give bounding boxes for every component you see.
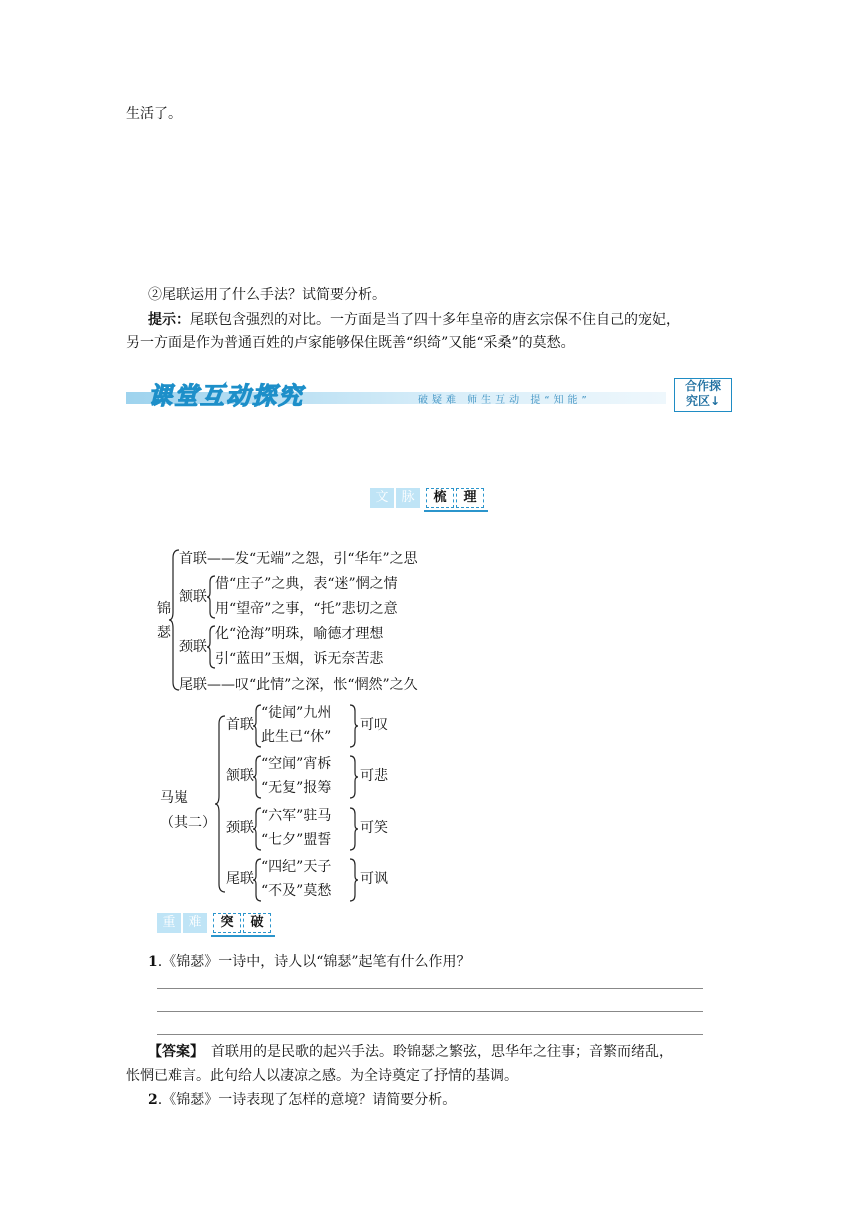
brace-mawei <box>214 714 226 894</box>
mawei-row-line1: “空闻”宵柝 <box>261 756 332 772</box>
banner-tag <box>674 378 732 412</box>
answer-line <box>157 988 703 989</box>
brace-row-close <box>349 754 359 800</box>
jinse-jinglian-2: 引“蓝田”玉烟，诉无奈苦悲 <box>215 651 384 667</box>
banner-tag-line-2: 究区↓ <box>685 394 721 408</box>
label-underline <box>424 510 488 512</box>
label-char: 难 <box>183 913 207 933</box>
mawei-title-b: （其二） <box>160 815 216 831</box>
label-char: 理 <box>456 488 484 508</box>
mawei-row-label: 尾联 <box>226 871 254 887</box>
brace-row-close <box>349 857 359 903</box>
mawei-row-result: 可讽 <box>360 871 388 887</box>
mawei-row-line1: “徒闻”九州 <box>261 705 332 721</box>
question-1 <box>148 952 471 972</box>
jinse-shoulian: 首联——发“无端”之怨，引“华年”之思 <box>179 551 418 567</box>
mawei-row-line1: “四纪”天子 <box>261 859 332 875</box>
question-2-bottom <box>148 1090 456 1110</box>
label-char: 文 <box>370 488 394 508</box>
label-underline <box>211 935 275 937</box>
jinse-weilian: 尾联——叹“此情”之深，怅“惘然”之久 <box>179 677 418 693</box>
section-label-wenmai <box>370 488 490 508</box>
brace-jinse <box>168 548 180 692</box>
hint-line-1 <box>148 310 680 330</box>
mawei-row-line2: 此生已“休” <box>261 729 332 745</box>
mawei-row-line2: “不及”莫愁 <box>261 883 332 899</box>
section-banner <box>126 376 734 414</box>
jinse-jinglian-label: 颈联 <box>179 639 207 655</box>
mawei-row-line1: “六军”驻马 <box>261 808 332 824</box>
label-char: 破 <box>243 913 271 933</box>
text-line: 生活了。 <box>126 106 182 122</box>
mawei-row-label: 颈联 <box>226 820 254 836</box>
hint-line-2: 另一方面是作为普通百姓的卢家能够保住既善“织绮”又能“采桑”的莫愁。 <box>126 335 575 351</box>
banner-title: 课堂互动探究 <box>148 382 304 410</box>
mawei-row-label: 首联 <box>226 717 254 733</box>
mawei-row-result: 可悲 <box>360 768 388 784</box>
hint-label: 提示： <box>148 312 190 328</box>
mawei-row-line2: “无复”报筹 <box>261 780 332 796</box>
jinse-jinglian-1: 化“沧海”明珠，喻德才理想 <box>215 626 384 642</box>
jinse-hanlian-2: 用“望帝”之事，“托”悲切之意 <box>215 601 398 617</box>
jinse-hanlian-label: 颔联 <box>179 589 207 605</box>
question-2: ②尾联运用了什么手法？试简要分析。 <box>148 287 386 303</box>
brace-row-close <box>349 806 359 852</box>
question-number: 1 <box>148 954 158 970</box>
answer-line <box>157 1011 703 1012</box>
label-char: 突 <box>213 913 241 933</box>
banner-subtitle: 破疑难 师生互动 提“知能” <box>418 395 591 406</box>
jinse-hanlian-1: 借“庄子”之典，表“迷”惘之情 <box>215 576 398 592</box>
question-text: .《锦瑟》一诗表现了怎样的意境？请简要分析。 <box>157 1092 457 1108</box>
label-char: 脉 <box>396 488 420 508</box>
hint-text: 尾联包含强烈的对比。一方面是当了四十多年皇帝的唐玄宗保不住自己的宠妃， <box>190 312 680 328</box>
jinse-title-b: 瑟 <box>157 625 171 641</box>
mawei-row-label: 颔联 <box>226 768 254 784</box>
jinse-title-a: 锦 <box>157 601 171 617</box>
answer-label: 【答案】 <box>148 1044 197 1060</box>
answer-line-1 <box>148 1042 673 1062</box>
mawei-row-result: 可笑 <box>360 820 388 836</box>
label-char: 梳 <box>426 488 454 508</box>
banner-tag-line-1: 合作探 <box>684 379 721 393</box>
answer-line <box>157 1034 703 1035</box>
mawei-row-result: 可叹 <box>360 717 388 733</box>
mawei-title-a: 马嵬 <box>160 790 188 806</box>
brace-row-close <box>349 703 359 749</box>
question-text: .《锦瑟》一诗中，诗人以“锦瑟”起笔有什么作用？ <box>157 954 471 970</box>
label-char: 重 <box>157 913 181 933</box>
question-number: 2 <box>148 1092 158 1108</box>
answer-line-2: 怅惘已难言。此句给人以凄凉之感。为全诗奠定了抒情的基调。 <box>126 1068 518 1084</box>
mawei-row-line2: “七夕”盟誓 <box>261 832 332 848</box>
section-label-zhongnan <box>157 913 277 933</box>
answer-text: 首联用的是民歌的起兴手法。聆锦瑟之繁弦，思华年之往事；音繁而绪乱， <box>197 1044 673 1060</box>
